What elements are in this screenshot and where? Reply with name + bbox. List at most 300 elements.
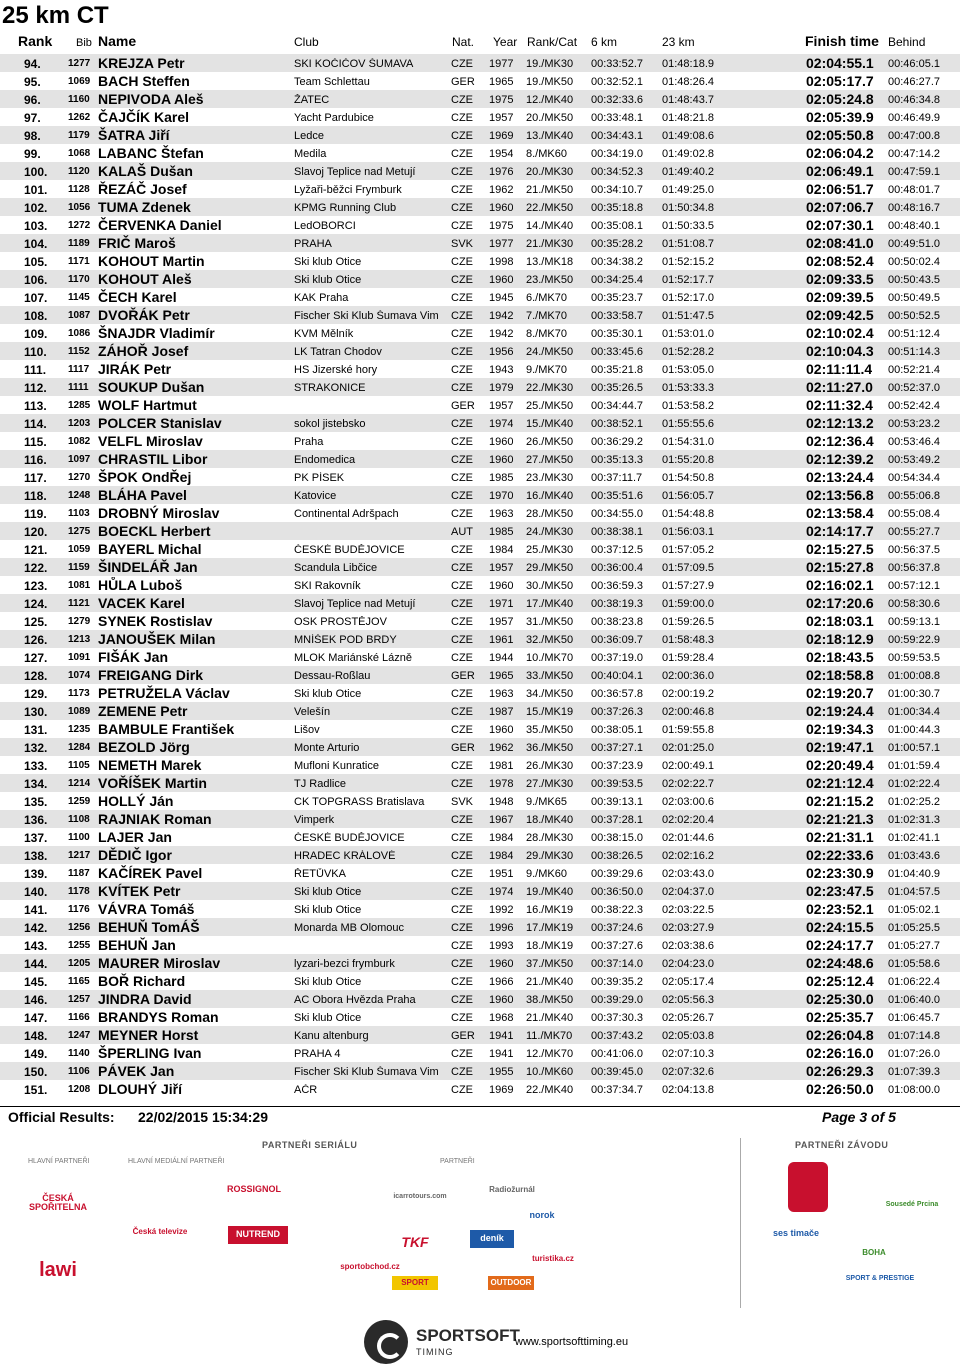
table-row xyxy=(0,144,960,162)
behind-cell: 01:05:58.6 xyxy=(888,958,940,970)
table-row xyxy=(0,558,960,576)
nutrend-logo: NUTREND xyxy=(228,1226,288,1244)
rank-cat-cell: 25./MK30 xyxy=(526,544,574,556)
rank-cat-cell: 15./MK19 xyxy=(526,706,574,718)
rank-cell: 117. xyxy=(24,471,47,485)
rank-cat-cell: 27./MK30 xyxy=(526,778,574,790)
rank-cell: 100. xyxy=(24,165,48,179)
rank-cat-cell: 22./MK30 xyxy=(526,382,574,394)
split-23km-cell: 01:49:40.2 xyxy=(662,166,714,178)
finish-time-cell: 02:11:27.0 xyxy=(806,379,873,395)
nat-cell: CZE xyxy=(451,562,473,574)
year-cell: 1941 xyxy=(489,1048,514,1060)
finish-time-cell: 02:13:24.4 xyxy=(806,469,874,485)
finish-time-cell: 02:21:15.2 xyxy=(806,793,874,809)
bib-cell: 1128 xyxy=(68,184,90,195)
year-cell: 1969 xyxy=(489,130,514,142)
table-row xyxy=(0,540,960,558)
club-cell: KAK Praha xyxy=(294,292,349,304)
split-23km-cell: 01:55:20.8 xyxy=(662,454,714,466)
behind-cell: 01:07:14.8 xyxy=(888,1030,940,1042)
table-row xyxy=(0,486,960,504)
split-23km-cell: 02:04:37.0 xyxy=(662,886,714,898)
finish-time-cell: 02:08:41.0 xyxy=(806,235,874,251)
nat-cell: CZE xyxy=(451,886,473,898)
club-cell: Ski klub Otice xyxy=(294,274,362,286)
split-23km-cell: 01:59:26.5 xyxy=(662,616,714,628)
club-cell: sokol jistebsko xyxy=(294,418,366,430)
behind-cell: 01:02:31.3 xyxy=(888,814,940,826)
nat-cell: CZE xyxy=(451,220,473,232)
year-cell: 1960 xyxy=(489,958,514,970)
split-23km-cell: 02:05:03.8 xyxy=(662,1030,714,1042)
nat-cell: CZE xyxy=(451,994,473,1006)
sportsoft-logo-icon xyxy=(364,1320,408,1364)
name-cell: RAJNIAK Roman xyxy=(98,811,212,827)
rank-cat-cell: 24./MK30 xyxy=(526,526,574,538)
official-results-label: Official Results: xyxy=(8,1109,115,1125)
name-cell: CHRASTIL Libor xyxy=(98,451,208,467)
year-cell: 1984 xyxy=(489,850,514,862)
year-cell: 1977 xyxy=(489,238,514,250)
rank-cell: 147. xyxy=(24,1011,48,1025)
club-cell: HS Jizerské hory xyxy=(294,364,378,376)
club-cell: ŽATEC xyxy=(294,94,330,106)
finish-time-cell: 02:10:02.4 xyxy=(806,325,874,341)
behind-cell: 01:07:26.0 xyxy=(888,1048,940,1060)
rank-cat-cell: 29./MK50 xyxy=(526,562,574,574)
finish-time-cell: 02:25:12.4 xyxy=(806,973,874,989)
year-cell: 1965 xyxy=(489,670,514,682)
rank-cell: 133. xyxy=(24,759,48,773)
finish-time-cell: 02:25:30.0 xyxy=(806,991,874,1007)
split-23km-cell: 01:59:28.4 xyxy=(662,652,714,664)
col-rank-cat: Rank/Cat xyxy=(527,35,578,49)
behind-cell: 00:50:52.5 xyxy=(888,310,940,322)
club-cell: KPMG Running Club xyxy=(294,202,397,214)
nat-cell: AUT xyxy=(451,526,473,538)
split-6km-cell: 00:37:23.9 xyxy=(591,760,643,772)
rank-cat-cell: 11./MK70 xyxy=(526,1030,573,1042)
finish-time-cell: 02:13:56.8 xyxy=(806,487,874,503)
bib-cell: 1205 xyxy=(68,958,91,969)
name-cell: ZEMENE Petr xyxy=(98,703,188,719)
nat-cell: CZE xyxy=(451,112,473,124)
rank-cat-cell: 26./MK30 xyxy=(526,760,574,772)
split-6km-cell: 00:37:11.7 xyxy=(591,472,643,484)
name-cell: JINDRA David xyxy=(98,991,192,1007)
col-name: Name xyxy=(98,33,137,49)
split-6km-cell: 00:38:22.3 xyxy=(591,904,643,916)
split-23km-cell: 02:07:32.6 xyxy=(662,1066,714,1078)
split-6km-cell: 00:38:23.8 xyxy=(591,616,643,628)
year-cell: 1962 xyxy=(489,742,514,754)
finish-time-cell: 02:17:20.6 xyxy=(806,595,874,611)
bib-cell: 1056 xyxy=(68,202,91,213)
rank-cat-cell: 8./MK60 xyxy=(526,148,567,160)
table-row xyxy=(0,594,960,612)
year-cell: 1993 xyxy=(489,940,514,952)
behind-cell: 00:59:53.5 xyxy=(888,652,940,664)
split-6km-cell: 00:34:10.7 xyxy=(591,184,643,196)
split-23km-cell: 02:00:19.2 xyxy=(662,688,714,700)
split-6km-cell: 00:39:45.0 xyxy=(591,1066,643,1078)
split-6km-cell: 00:37:30.3 xyxy=(591,1012,643,1024)
crest-icon xyxy=(788,1162,828,1212)
year-cell: 1945 xyxy=(489,292,514,304)
nat-cell: CZE xyxy=(451,544,473,556)
split-6km-cell: 00:36:00.4 xyxy=(591,562,643,574)
rank-cell: 95. xyxy=(24,75,41,89)
split-6km-cell: 00:35:23.7 xyxy=(591,292,643,304)
club-cell: Slavoj Teplice nad Metují xyxy=(294,598,416,610)
club-cell: TJ Radlice xyxy=(294,778,346,790)
year-cell: 1963 xyxy=(489,508,514,520)
name-cell: MEYNER Horst xyxy=(98,1027,199,1043)
name-cell: KOHOUT Aleš xyxy=(98,271,192,287)
table-row xyxy=(0,288,960,306)
rank-cat-cell: 25./MK50 xyxy=(526,400,574,412)
denik-logo: deník xyxy=(470,1230,514,1248)
split-6km-cell: 00:38:15.0 xyxy=(591,832,643,844)
nat-cell: CZE xyxy=(451,922,473,934)
sousede-logo: Sousedé Prcina xyxy=(885,1201,939,1209)
rank-cat-cell: 17./MK40 xyxy=(526,598,574,610)
finish-time-cell: 02:06:49.1 xyxy=(806,163,874,179)
name-cell: WOLF Hartmut xyxy=(98,397,197,413)
nat-cell: CZE xyxy=(451,256,473,268)
split-6km-cell: 00:35:08.1 xyxy=(591,220,643,232)
table-row xyxy=(0,198,960,216)
bib-cell: 1152 xyxy=(68,346,90,357)
behind-cell: 01:08:00.0 xyxy=(888,1084,940,1096)
split-6km-cell: 00:41:06.0 xyxy=(591,1048,643,1060)
finish-time-cell: 02:07:06.7 xyxy=(806,199,874,215)
club-cell: MNÍŠEK POD BRDY xyxy=(294,634,397,646)
name-cell: BAMBULE František xyxy=(98,721,235,737)
rank-cat-cell: 21./MK40 xyxy=(526,976,574,988)
name-cell: POLCER Stanislav xyxy=(98,415,222,431)
nat-cell: CZE xyxy=(451,652,473,664)
finish-time-cell: 02:07:30.1 xyxy=(806,217,874,233)
results-datetime: 22/02/2015 15:34:29 xyxy=(138,1109,268,1125)
bib-cell: 1247 xyxy=(68,1030,91,1041)
finish-time-cell: 02:09:39.5 xyxy=(806,289,874,305)
behind-cell: 01:06:40.0 xyxy=(888,994,940,1006)
rank-cell: 129. xyxy=(24,687,48,701)
rank-cat-cell: 27./MK50 xyxy=(526,454,574,466)
rank-cat-cell: 33./MK50 xyxy=(526,670,574,682)
nat-cell: GER xyxy=(451,400,475,412)
bib-cell: 1086 xyxy=(68,328,91,339)
finish-time-cell: 02:26:16.0 xyxy=(806,1045,874,1061)
name-cell: JIRÁK Petr xyxy=(98,361,172,377)
finish-time-cell: 02:15:27.5 xyxy=(806,541,874,557)
behind-cell: 00:50:02.4 xyxy=(888,256,940,268)
split-23km-cell: 02:03:22.5 xyxy=(662,904,714,916)
behind-cell: 01:00:34.4 xyxy=(888,706,940,718)
behind-cell: 00:52:42.4 xyxy=(888,400,940,412)
rank-cat-cell: 22./MK50 xyxy=(526,202,574,214)
bib-cell: 1275 xyxy=(68,526,91,537)
nat-cell: CZE xyxy=(451,1084,473,1096)
rank-cell: 135. xyxy=(24,795,48,809)
split-6km-cell: 00:35:30.1 xyxy=(591,328,643,340)
behind-cell: 01:00:44.3 xyxy=(888,724,940,736)
finish-time-cell: 02:26:04.8 xyxy=(806,1027,874,1043)
split-23km-cell: 02:05:17.4 xyxy=(662,976,714,988)
behind-cell: 00:58:30.6 xyxy=(888,598,940,610)
rank-cell: 104. xyxy=(24,237,48,251)
finish-time-cell: 02:19:24.4 xyxy=(806,703,874,719)
year-cell: 1967 xyxy=(489,814,514,826)
finish-time-cell: 02:05:24.8 xyxy=(806,91,874,107)
rank-cell: 122. xyxy=(24,561,48,575)
name-cell: KVÍTEK Petr xyxy=(98,883,181,899)
behind-cell: 01:04:57.5 xyxy=(888,886,940,898)
behind-cell: 00:46:27.7 xyxy=(888,76,940,88)
split-6km-cell: 00:39:13.1 xyxy=(591,796,643,808)
table-row xyxy=(0,630,960,648)
club-cell: ČESKÉ BUDĚJOVICE xyxy=(294,544,405,556)
rank-cell: 136. xyxy=(24,813,48,827)
bib-cell: 1097 xyxy=(68,454,91,465)
year-cell: 1954 xyxy=(489,148,514,160)
club-cell: Team Schlettau xyxy=(294,76,370,88)
nat-cell: CZE xyxy=(451,94,473,106)
finish-time-cell: 02:20:49.4 xyxy=(806,757,874,773)
brand-url[interactable]: www.sportsofttiming.eu xyxy=(515,1336,629,1348)
name-cell: KOHOUT Martin xyxy=(98,253,205,269)
bib-cell: 1214 xyxy=(68,778,91,789)
bib-cell: 1121 xyxy=(68,598,90,609)
nat-cell: CZE xyxy=(451,130,473,142)
nat-cell: CZE xyxy=(451,778,473,790)
nat-cell: CZE xyxy=(451,832,473,844)
behind-cell: 01:00:08.8 xyxy=(888,670,940,682)
table-row xyxy=(0,414,960,432)
rank-cat-cell: 35./MK50 xyxy=(526,724,574,736)
year-cell: 1960 xyxy=(489,202,514,214)
split-23km-cell: 01:54:48.8 xyxy=(662,508,714,520)
table-row xyxy=(0,126,960,144)
year-cell: 1987 xyxy=(489,706,514,718)
bib-cell: 1178 xyxy=(68,886,90,897)
nat-cell: CZE xyxy=(451,418,473,430)
rank-cat-cell: 21./MK30 xyxy=(526,238,574,250)
sport-logo: SPORT xyxy=(392,1276,438,1290)
table-row xyxy=(0,270,960,288)
bib-cell: 1259 xyxy=(68,796,91,807)
rank-cat-cell: 23./MK50 xyxy=(526,274,574,286)
nat-cell: CZE xyxy=(451,436,473,448)
club-cell: STRAKONICE xyxy=(294,382,366,394)
nat-cell: CZE xyxy=(451,598,473,610)
name-cell: PETRUŽELA Václav xyxy=(98,685,230,701)
rank-cell: 105. xyxy=(24,255,48,269)
split-23km-cell: 01:56:03.1 xyxy=(662,526,714,538)
bib-cell: 1279 xyxy=(68,616,91,627)
nat-cell: CZE xyxy=(451,346,473,358)
rank-cat-cell: 34./MK50 xyxy=(526,688,574,700)
split-6km-cell: 00:34:43.1 xyxy=(591,130,643,142)
table-row xyxy=(0,810,960,828)
table-row xyxy=(0,432,960,450)
split-6km-cell: 00:36:57.8 xyxy=(591,688,643,700)
split-6km-cell: 00:36:50.0 xyxy=(591,886,643,898)
rank-cell: 101. xyxy=(24,183,48,197)
table-row xyxy=(0,306,960,324)
split-23km-cell: 01:48:26.4 xyxy=(662,76,714,88)
split-23km-cell: 02:03:43.0 xyxy=(662,868,714,880)
bib-cell: 1111 xyxy=(68,382,89,393)
name-cell: SYNEK Rostislav xyxy=(98,613,213,629)
rank-cat-cell: 31./MK50 xyxy=(526,616,574,628)
nat-cell: CZE xyxy=(451,310,473,322)
nat-cell: GER xyxy=(451,742,475,754)
nat-cell: GER xyxy=(451,1030,475,1042)
behind-cell: 00:51:12.4 xyxy=(888,328,940,340)
name-cell: FRIČ Maroš xyxy=(98,235,176,251)
split-23km-cell: 02:07:10.3 xyxy=(662,1048,714,1060)
finish-time-cell: 02:06:51.7 xyxy=(806,181,874,197)
name-cell: TUMA Zdenek xyxy=(98,199,191,215)
rank-cell: 108. xyxy=(24,309,48,323)
rank-cat-cell: 14./MK40 xyxy=(526,220,574,232)
nat-cell: CZE xyxy=(451,490,473,502)
lawi-logo: lawi xyxy=(39,1258,77,1281)
year-cell: 1978 xyxy=(489,778,514,790)
bib-cell: 1074 xyxy=(68,670,91,681)
table-row xyxy=(0,666,960,684)
nat-cell: CZE xyxy=(451,1048,473,1060)
finish-time-cell: 02:24:17.7 xyxy=(806,937,874,953)
table-row xyxy=(0,738,960,756)
rank-cat-cell: 13./MK40 xyxy=(526,130,574,142)
rank-cell: 112. xyxy=(24,381,47,395)
nat-cell: CZE xyxy=(451,166,473,178)
name-cell: HOLLÝ Ján xyxy=(98,793,174,809)
table-row xyxy=(0,1062,960,1080)
nat-cell: SVK xyxy=(451,238,474,250)
rank-cat-cell: 16./MK19 xyxy=(526,904,574,916)
table-row xyxy=(0,900,960,918)
finish-time-cell: 02:08:52.4 xyxy=(806,253,874,269)
year-cell: 1955 xyxy=(489,1066,514,1078)
rank-cat-cell: 28./MK50 xyxy=(526,508,574,520)
club-cell: SKI Rakovník xyxy=(294,580,361,592)
name-cell: SOUKUP Dušan xyxy=(98,379,205,395)
split-6km-cell: 00:34:44.7 xyxy=(591,400,643,412)
rank-cat-cell: 12./MK40 xyxy=(526,94,574,106)
name-cell: ŠATRA Jiří xyxy=(98,127,170,143)
bib-cell: 1117 xyxy=(68,364,90,375)
split-23km-cell: 02:04:23.0 xyxy=(662,958,714,970)
race-partners-title: PARTNEŘI ZÁVODU xyxy=(795,1140,889,1150)
partners-banner xyxy=(0,1130,960,1310)
split-23km-cell: 02:00:49.1 xyxy=(662,760,714,772)
split-6km-cell: 00:39:53.5 xyxy=(591,778,643,790)
table-row xyxy=(0,756,960,774)
rank-cell: 107. xyxy=(24,291,48,305)
split-6km-cell: 00:38:26.5 xyxy=(591,850,643,862)
split-6km-cell: 00:32:52.1 xyxy=(591,76,643,88)
table-row xyxy=(0,216,960,234)
behind-cell: 00:49:51.0 xyxy=(888,238,940,250)
nat-cell: CZE xyxy=(451,814,473,826)
outdoor-logo: OUTDOOR xyxy=(488,1276,534,1290)
bib-cell: 1105 xyxy=(68,760,90,771)
bib-cell: 1120 xyxy=(68,166,90,177)
rank-cell: 125. xyxy=(24,615,48,629)
split-23km-cell: 01:55:55.6 xyxy=(662,418,714,430)
finish-time-cell: 02:26:29.3 xyxy=(806,1063,874,1079)
nat-cell: CZE xyxy=(451,706,473,718)
split-6km-cell: 00:39:29.6 xyxy=(591,868,643,880)
table-row xyxy=(0,252,960,270)
club-cell: Scandula Libčice xyxy=(294,562,378,574)
behind-cell: 00:56:37.8 xyxy=(888,562,940,574)
col-6km: 6 km xyxy=(591,35,618,49)
split-23km-cell: 02:05:26.7 xyxy=(662,1012,714,1024)
year-cell: 1979 xyxy=(489,382,514,394)
behind-cell: 01:06:45.7 xyxy=(888,1012,940,1024)
bib-cell: 1203 xyxy=(68,418,91,429)
rank-cell: 138. xyxy=(24,849,48,863)
split-23km-cell: 02:03:38.6 xyxy=(662,940,714,952)
club-cell: Velešín xyxy=(294,706,331,718)
year-cell: 1957 xyxy=(489,112,514,124)
finish-time-cell: 02:14:17.7 xyxy=(806,523,874,539)
finish-time-cell: 02:24:48.6 xyxy=(806,955,874,971)
year-cell: 1963 xyxy=(489,688,514,700)
rank-cat-cell: 38./MK50 xyxy=(526,994,574,1006)
club-cell: Ski klub Otice xyxy=(294,1012,362,1024)
finish-time-cell: 02:23:30.9 xyxy=(806,865,874,881)
brand-name: SPORTSOFT xyxy=(416,1326,520,1345)
nat-cell: CZE xyxy=(451,724,473,736)
rank-cell: 130. xyxy=(24,705,48,719)
bib-cell: 1270 xyxy=(68,472,91,483)
rank-cat-cell: 36./MK50 xyxy=(526,742,574,754)
rank-cat-cell: 37./MK50 xyxy=(526,958,574,970)
club-cell: MLOK Mariánské Lázně xyxy=(294,652,412,664)
col-bib: Bib xyxy=(76,37,92,49)
behind-cell: 00:46:49.9 xyxy=(888,112,940,124)
behind-cell: 00:59:13.1 xyxy=(888,616,940,628)
year-cell: 1960 xyxy=(489,994,514,1006)
finish-time-cell: 02:05:39.9 xyxy=(806,109,874,125)
split-23km-cell: 02:04:13.8 xyxy=(662,1084,714,1096)
split-6km-cell: 00:37:27.1 xyxy=(591,742,643,754)
split-6km-cell: 00:36:09.7 xyxy=(591,634,643,646)
bib-cell: 1248 xyxy=(68,490,91,501)
rank-cell: 121. xyxy=(24,543,48,557)
bib-cell: 1068 xyxy=(68,148,91,159)
club-cell: Ski klub Otice xyxy=(294,256,362,268)
bib-cell: 1140 xyxy=(68,1048,90,1059)
behind-cell: 00:47:14.2 xyxy=(888,148,940,160)
split-6km-cell: 00:34:38.2 xyxy=(591,256,643,268)
ceska-televize-logo: Česká televize xyxy=(132,1226,188,1236)
behind-cell: 00:50:43.5 xyxy=(888,274,940,286)
rank-cat-cell: 19./MK30 xyxy=(526,58,574,70)
split-23km-cell: 01:49:02.8 xyxy=(662,148,714,160)
main-partners-label: HLAVNÍ PARTNEŘI xyxy=(28,1158,90,1165)
year-cell: 1960 xyxy=(489,454,514,466)
finish-time-cell: 02:21:31.1 xyxy=(806,829,874,845)
nat-cell: GER xyxy=(451,670,475,682)
